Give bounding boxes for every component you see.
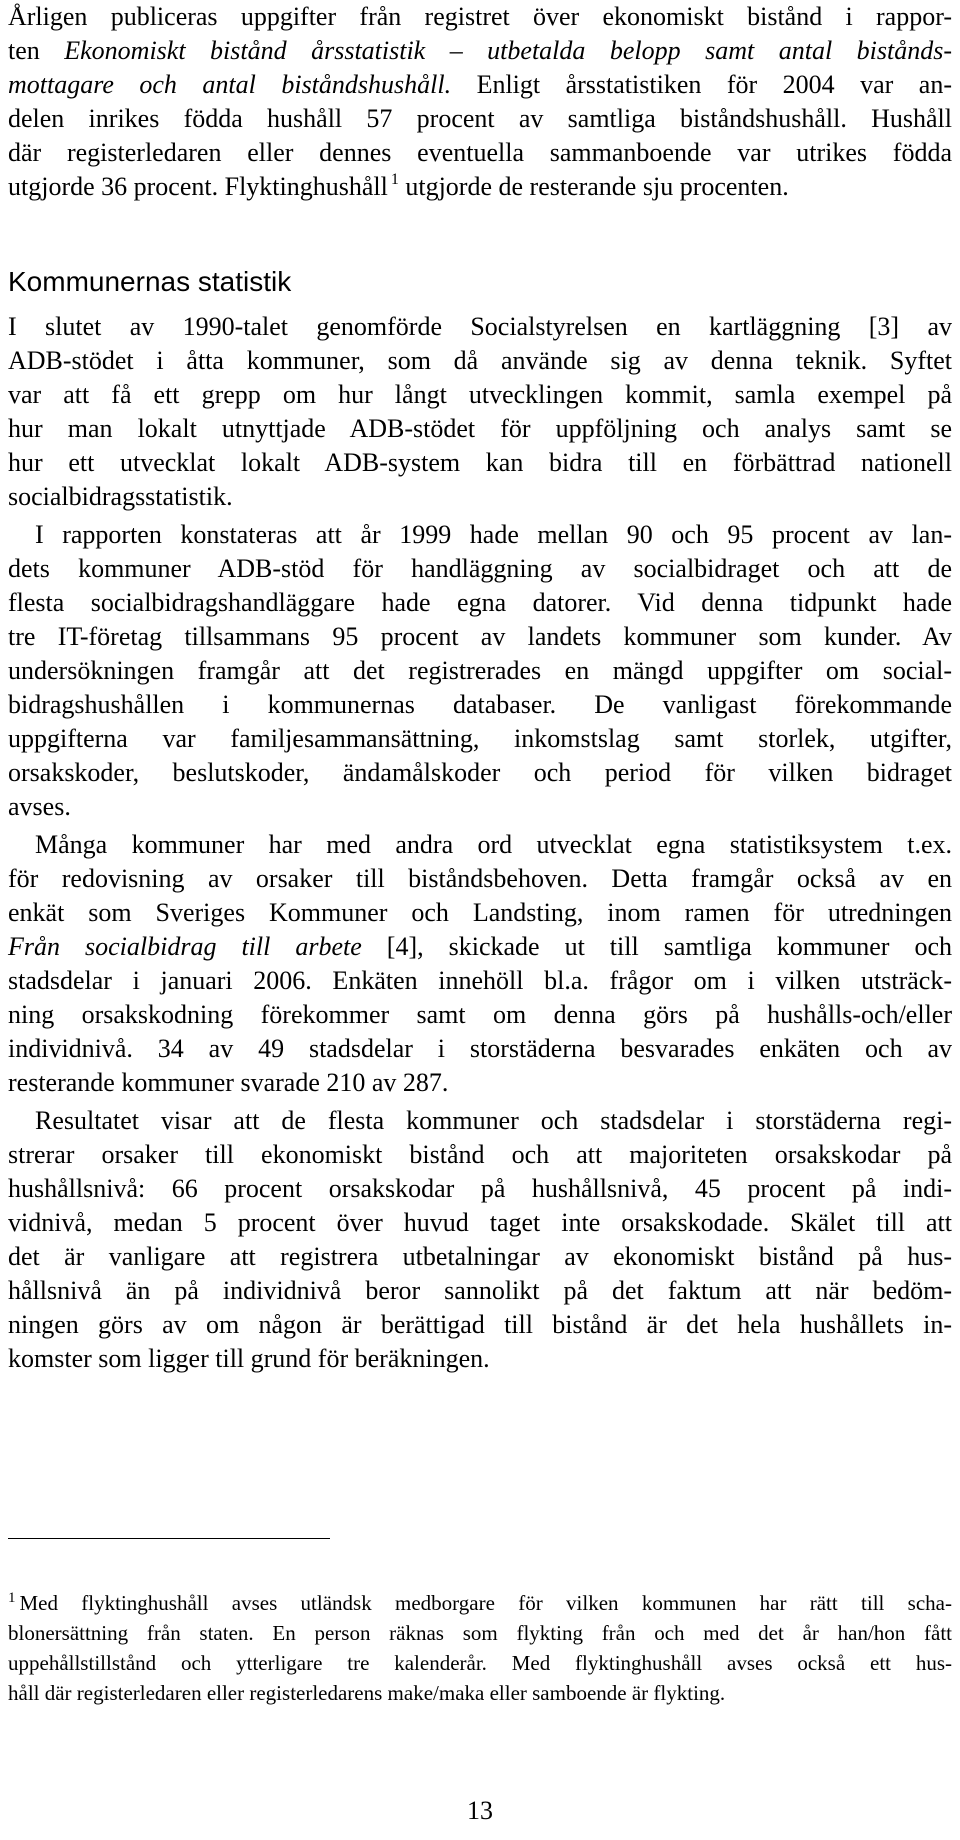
section-heading: Kommunernas statistik — [8, 266, 292, 297]
text-line: socialbidragsstatistik. — [8, 482, 233, 511]
text-line: avses. — [8, 792, 71, 821]
text-line: individnivå. 34 av 49 stadsdelar i storstäderna besvarades enkäten och av — [8, 1034, 952, 1063]
text-fragment: utgjorde de resterande sju procenten. — [405, 172, 789, 201]
text-line: tre IT-företag tillsammans 95 procent av landets kommuner som kunder. Av — [8, 622, 952, 651]
report-title: Ekonomiskt bistånd årsstatistik – utbetalda belopp samt antal bistånds- — [64, 36, 952, 65]
text-line: I rapporten konstateras att år 1999 hade mellan 90 och 95 procent av lan- — [35, 520, 952, 549]
text-line: för redovisning av orsaker till biståndsbehoven. Detta framgår också av en — [8, 864, 952, 893]
text-line — [8, 170, 952, 208]
text-line: dets kommuner ADB-stöd för handläggning av socialbidraget och att de — [8, 554, 952, 583]
text-line: flesta socialbidragshandläggare hade egna datorer. Vid denna tidpunkt hade — [8, 588, 952, 617]
text-fragment: Med flyktinghushåll avses utländsk medborgare för vilken kommunen har rätt till scha- — [19, 1591, 952, 1615]
text-line: Många kommuner har med andra ord utvecklat egna statistiksystem t.ex. — [35, 830, 952, 859]
text-line: ning orsakskodning förekommer samt om denna görs på hushålls-och/eller — [8, 1000, 952, 1029]
text-line: ADB-stödet i åtta kommuner, som då använde sig av denna teknik. Syftet — [8, 346, 952, 375]
text-line: I slutet av 1990-talet genomförde Socialstyrelsen en kartläggning [3] av — [8, 312, 952, 341]
text-fragment: [4], skickade ut till samtliga kommuner och — [361, 932, 952, 961]
text-line: strerar orsaker till ekonomiskt bistånd och att majoriteten orsakskodar på — [8, 1140, 952, 1169]
report-title: Från socialbidrag till arbete — [8, 932, 362, 961]
report-title: mottagare och antal biståndshushåll. — [8, 70, 452, 99]
footnote-line: uppehållstillstånd och ytterligare tre kalenderår. Med flyktinghushåll avses också ett hus- — [8, 1651, 952, 1675]
text-line: Resultatet visar att de flesta kommuner och stadsdelar i storstäderna regi- — [35, 1106, 952, 1135]
text-line: stadsdelar i januari 2006. Enkäten innehöll bl.a. frågor om i vilken utsträck- — [8, 966, 952, 995]
text-line: enkät som Sveriges Kommuner och Landsting, inom ramen för utredningen — [8, 898, 952, 927]
footnote-mark: 1 — [8, 1590, 16, 1606]
text-line: komster som ligger till grund för beräkningen. — [8, 1344, 490, 1373]
text-line: ningen görs av om någon är berättigad till bistånd är det hela hushållets in- — [8, 1310, 952, 1339]
footnote-separator — [8, 1538, 330, 1539]
footnote-reference: 1 — [390, 171, 399, 188]
text-line: hållsnivå än på individnivå beror sannolikt på det faktum att när bedöm- — [8, 1276, 952, 1305]
text-line: uppgifterna var familjesammansättning, inkomstslag samt storlek, utgifter, — [8, 724, 952, 753]
page-number: 13 — [467, 1796, 493, 1825]
footnote-line — [8, 1588, 952, 1621]
text-line — [8, 34, 952, 68]
text-line: orsakskoder, beslutskoder, ändamålskoder och period för vilken bidraget — [8, 758, 952, 787]
text-line: bidragshushållen i kommunernas databaser. De vanligast förekommande — [8, 690, 952, 719]
text-line: delen inrikes födda hushåll 57 procent av samtliga biståndshushåll. Hushåll — [8, 104, 952, 133]
text-fragment: Enligt årsstatistiken för 2004 var an- — [451, 70, 952, 99]
text-fragment: ten — [8, 36, 65, 65]
text-line: hur ett utvecklat lokalt ADB-system kan bidra till en förbättrad nationell — [8, 448, 952, 477]
text-line: var att få ett grepp om hur långt utvecklingen kommit, samla exempel på — [8, 380, 952, 409]
text-line: hur man lokalt utnyttjade ADB-stödet för uppföljning och analys samt se — [8, 414, 952, 443]
text-line: hushållsnivå: 66 procent orsakskodar på hushållsnivå, 45 procent på indi- — [8, 1174, 952, 1203]
footnote-line: håll där registerledaren eller registerledarens make/maka eller samboende är flykting. — [8, 1681, 726, 1705]
text-line — [8, 68, 952, 102]
text-line — [8, 930, 952, 964]
text-fragment: utgjorde 36 procent. Flyktinghushåll — [8, 172, 388, 201]
text-line: Årligen publiceras uppgifter från registret över ekonomiskt bistånd i rappor- — [8, 2, 952, 31]
text-line: vidnivå, medan 5 procent över huvud taget inte orsakskodade. Skälet till att — [8, 1208, 952, 1237]
text-line: resterande kommuner svarade 210 av 287. — [8, 1068, 449, 1097]
text-line: det är vanligare att registrera utbetalningar av ekonomiskt bistånd på hus- — [8, 1242, 952, 1271]
text-line: där registerledaren eller dennes eventuella sammanboende var utrikes födda — [8, 138, 952, 167]
text-line: undersökningen framgår att det registrerades en mängd uppgifter om social- — [8, 656, 952, 685]
footnote-line: blonersättning från staten. En person räknas som flykting från och med det år han/hon fått — [8, 1621, 952, 1645]
